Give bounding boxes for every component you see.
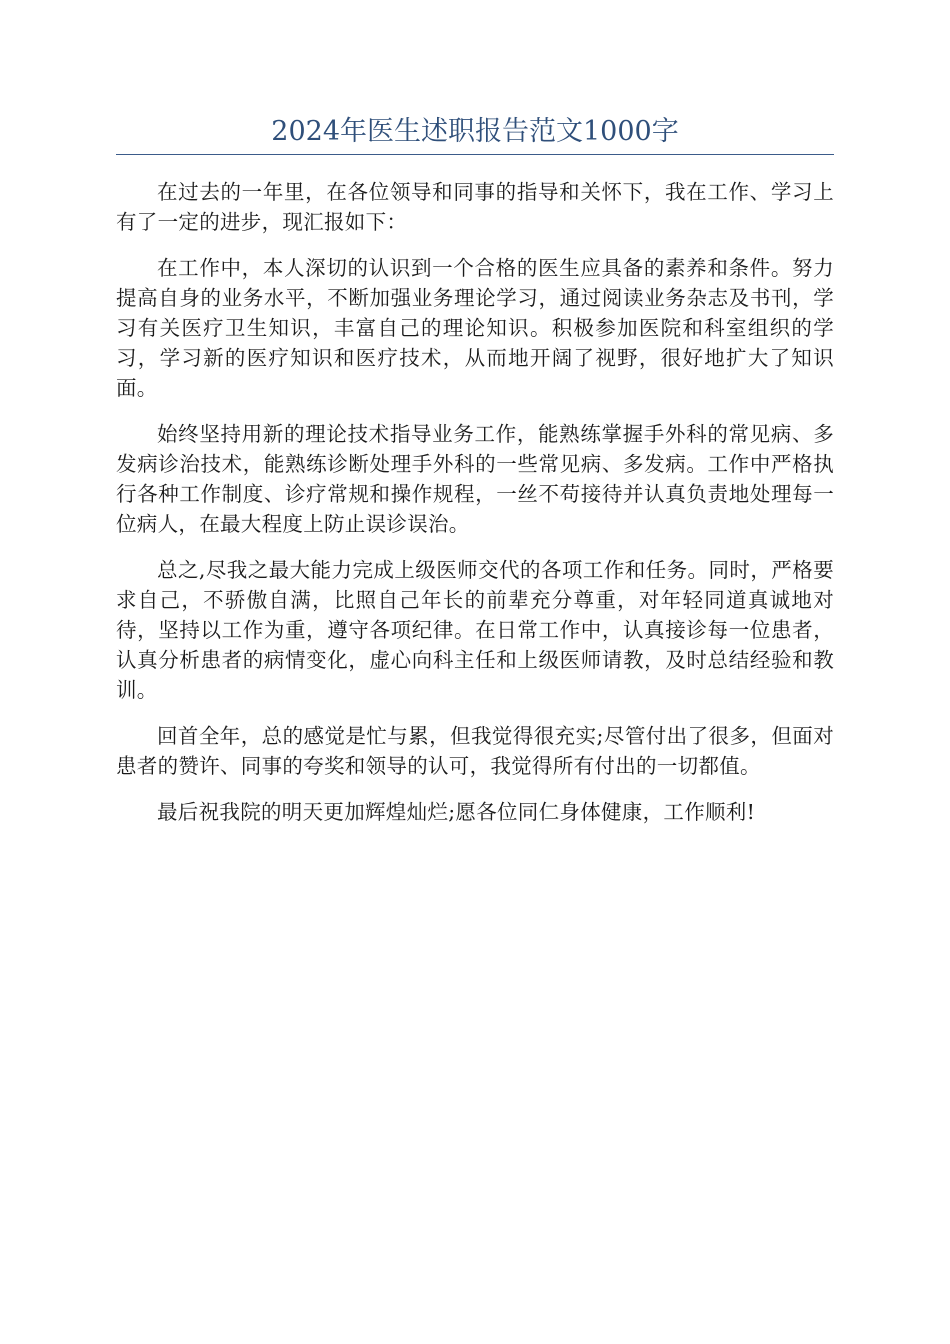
document-title: 2024年医生述职报告范文1000字 [116, 110, 834, 155]
paragraph-skills: 始终坚持用新的理论技术指导业务工作，能熟练掌握手外科的常见病、多发病诊治技术，能熟练诊断处理手外科的一些常见病、多发病。工作中严格执行各种工作制度、诊疗常规和操作规程，一丝不苟接待并认真负责地处理每一位病人，在最大程度上防止误诊误治。 [116, 422, 834, 536]
document-body [116, 177, 834, 827]
paragraph-summary: 总之,尽我之最大能力完成上级医师交代的各项工作和任务。同时，严格要求自己，不骄傲自满，比照自己年长的前辈充分尊重，对年轻同道真诚地对待，坚持以工作为重，遵守各项纪律。在日常工作中，认真接诊每一位患者，认真分析患者的病情变化，虚心向科主任和上级医师请教，及时总结经验和教训。 [116, 558, 834, 702]
paragraph-intro: 在过去的一年里，在各位领导和同事的指导和关怀下，我在工作、学习上有了一定的进步，现汇报如下： [116, 180, 834, 234]
paragraph-work: 在工作中，本人深切的认识到一个合格的医生应具备的素养和条件。努力提高自身的业务水平，不断加强业务理论学习，通过阅读业务杂志及书刊，学习有关医疗卫生知识，丰富自己的理论知识。积极参加医院和科室组织的学习，学习新的医疗知识和医疗技术，从而地开阔了视野，很好地扩大了知识面。 [116, 256, 834, 400]
document-page [116, 110, 834, 843]
paragraph-reflection: 回首全年，总的感觉是忙与累，但我觉得很充实;尽管付出了很多，但面对患者的赞许、同事的夸奖和领导的认可，我觉得所有付出的一切都值。 [116, 724, 834, 778]
paragraph-closing: 最后祝我院的明天更加辉煌灿烂;愿各位同仁身体健康，工作顺利! [157, 800, 756, 824]
